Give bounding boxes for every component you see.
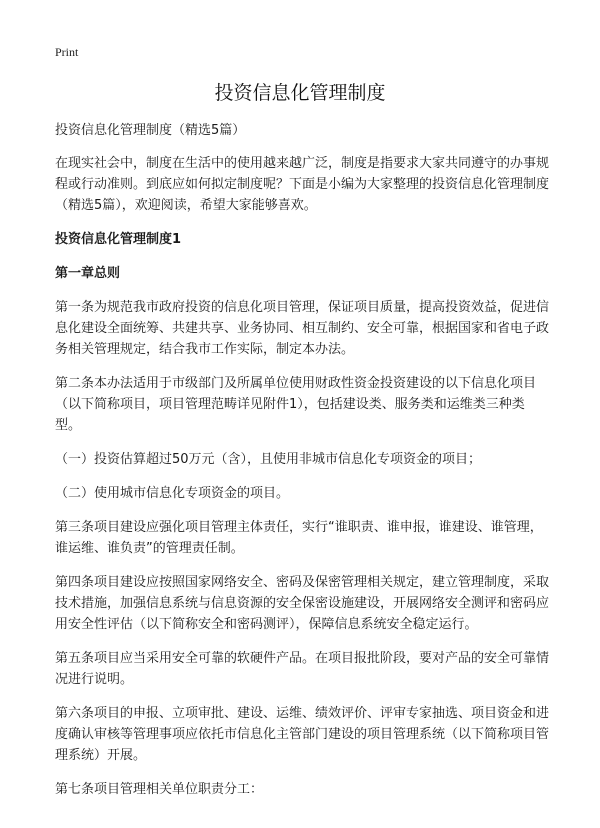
article-paragraph: 第三条项目建设应强化项目管理主体责任，实行“谁职责、谁申报，谁建设、谁管理，谁运维、谁负责”的管理责任制。 xyxy=(55,520,543,556)
article-paragraph: 第五条项目应当采用安全可靠的软硬件产品。在项目报批阶段，要对产品的安全可靠情况进行说明。 xyxy=(55,651,550,687)
print-link[interactable]: Print xyxy=(55,45,79,59)
article-paragraph: （二）使用城市信息化专项资金的项目。 xyxy=(55,486,290,501)
section-heading: 投资信息化管理制度1 xyxy=(55,232,182,247)
intro-paragraph: 在现实社会中，制度在生活中的使用越来越广泛，制度是指要求大家共同遵守的办事规程或行动准则。到底应如何拟定制度呢？下面是小编为大家整理的投资信息化管理制度（精选5篇），欢迎阅读，希望大家能够喜欢。 xyxy=(55,156,550,213)
document-subtitle: 投资信息化管理制度（精选5篇） xyxy=(55,123,246,138)
article-paragraph: 第二条本办法适用于市级部门及所属单位使用财政性资金投资建设的以下信息化项目（以下简称项目，项目管理范畴详见附件1），包括建设类、服务类和运维类三种类型。 xyxy=(55,376,537,433)
article-paragraph: （一）投资估算超过50万元（含），且使用非城市信息化专项资金的项目； xyxy=(55,452,482,467)
article-paragraph: 第七条项目管理相关单位职责分工： xyxy=(55,782,264,797)
chapter-heading: 第一章总则 xyxy=(55,266,121,281)
article-paragraph: 第一条为规范我市政府投资的信息化项目管理，保证项目质量，提高投资效益，促进信息化建设全面统筹、共建共享、业务协同、相互制约、安全可靠，根据国家和省电子政务相关管理规定，结合我市工作实际，制定本办法。 xyxy=(55,300,550,357)
document-body xyxy=(55,120,550,813)
page-title: 投资信息化管理制度 xyxy=(214,82,386,104)
article-paragraph: 第四条项目建设应按照国家网络安全、密码及保密管理相关规定，建立管理制度，采取技术措施，加强信息系统与信息资源的安全保密设施建设，开展网络安全测评和密码应用安全性评估（以下简称安全和密码测评），保障信息系统安全稳定运行。 xyxy=(55,575,550,632)
article-paragraph: 第六条项目的申报、立项审批、建设、运维、绩效评价、评审专家抽选、项目资金和进度确认审核等管理事项应依托市信息化主管部门建设的项目管理系统（以下简称项目管理系统）开展。 xyxy=(55,706,550,763)
